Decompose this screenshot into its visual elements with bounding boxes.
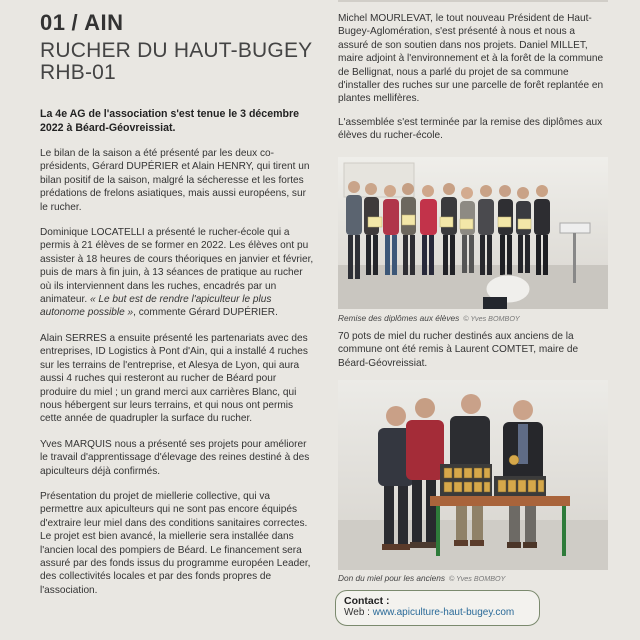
photo-diplomas-caption xyxy=(338,313,608,323)
paragraph-bilan: Le bilan de la saison a été présenté par les deux co-présidents, Gérard DUPÉRIER et Alain HENRY, qui tirent un bilan positif de la saison, malgré la sécheresse et les fortes prédations de frelons asiatiques, mais aussi européens, sur le rucher. xyxy=(40,148,310,213)
paragraph-diplomes: L'assemblée s'est terminée par la remise des diplômes aux élèves du rucher-école. xyxy=(338,116,603,142)
photo-honey-gift-image xyxy=(338,380,608,570)
paragraph-reines: Yves MARQUIS nous a présenté ses projets pour améliorer le travail d'apprentissage d'élevage des reines destiné à des apiculteurs déjà confirmés. xyxy=(40,438,310,477)
paragraph-partenariats: Alain SERRES a ensuite présenté les partenariats avec des entreprises, ID Logistics à Pont d'Ain, qui a installé 4 ruches sur les terrains de l'entreprise, et Alesya de Lyon, qui aura aussi 4 ruches qui resteront au rucher de Béard pour produire du miel ; un grand merci aux carrières Blanc, qui nous hébergent sur leurs terrains, et qui nous ont permis cette année de quadrupler la surface du rucher. xyxy=(40,332,308,425)
section-separator: / xyxy=(71,10,79,35)
contact-web xyxy=(344,607,531,618)
contact-web-prefix: Web : xyxy=(344,607,373,618)
article-lead: La 4e AG de l'association s'est tenue le 3 décembre 2022 à Béard-Géovreissiat. xyxy=(40,108,299,134)
photo-honey-gift xyxy=(338,380,608,570)
section-number: 01 xyxy=(40,10,66,35)
paragraph-rucher-ecole-text: Dominique LOCATELLI a présenté le rucher-école qui a permis à 21 élèves de se former en 2022. Les élèves ont pu assister à 18 heures de cours théoriques en janvier et février, puis de mars à fin juin, à 13 séances de pratique au rucher où ils interviennent dans les ruches, encadrés par un animateur. xyxy=(40,227,314,306)
photo-honey-gift-credit: © Yves BOMBOY xyxy=(449,574,506,583)
paragraph-miellerie: Présentation du projet de miellerie collective, qui va permettre aux apiculteurs qui ne sont pas encore équipés d'extraire leur miel dans des conditions sanitaires correctes. Le projet est bien avancé, la miellerie sera installée dans l'ancien local des pompiers de Béard. Le financement sera assuré par des fonds issus du programme européen Leader, des collectivités locales et par des fonds propres de l'association. xyxy=(40,490,311,596)
column-divider xyxy=(338,0,608,2)
left-column xyxy=(40,10,315,607)
article-title xyxy=(40,40,315,84)
photo-diplomas-image xyxy=(338,157,608,309)
right-column xyxy=(338,12,608,143)
quote-attribution: , commente Gérard DUPÉRIER. xyxy=(133,307,278,319)
paragraph-pots-miel: 70 pots de miel du rucher destinés aux anciens de la commune ont été remis à Laurent COMTET, maire de Béard-Géovreissiat. xyxy=(338,331,579,369)
section-name: AIN xyxy=(84,10,124,35)
article-title-line1: RUCHER DU HAUT-BUGEY xyxy=(40,39,313,62)
photo-honey-gift-caption-text: Don du miel pour les anciens xyxy=(338,573,445,583)
article-title-line2: RHB-01 xyxy=(40,61,116,84)
section-kicker xyxy=(40,10,315,36)
quote-text: « Le but est de rendre l'apiculteur le plus autonome possible » xyxy=(40,294,272,319)
website-link[interactable]: www.apiculture-haut-bugey.com xyxy=(372,607,515,618)
paragraph-mourlevat: Michel MOURLEVAT, le tout nouveau Président de Haut-Bugey-Aglomération, s'est présenté à nous et nous a assuré de son soutien dans nos projets. Daniel MILLET, maire adjoint à l'environnement et à la forêt de la commune de Bellignat, nous a parlé du projet de sa commune d'installer des ruches sur une parcelle de forêt replantée en plantes mellifères. xyxy=(338,13,604,105)
photo-diplomas-caption-text: Remise des diplômes aux élèves xyxy=(338,313,460,323)
contact-label: Contact : xyxy=(344,595,390,607)
photo-honey-gift-caption xyxy=(338,573,608,583)
photo-diplomas-credit: © Yves BOMBOY xyxy=(463,314,520,323)
paragraph-rucher-ecole xyxy=(40,226,315,320)
photo-diplomas xyxy=(338,157,608,309)
contact-box xyxy=(335,590,540,626)
